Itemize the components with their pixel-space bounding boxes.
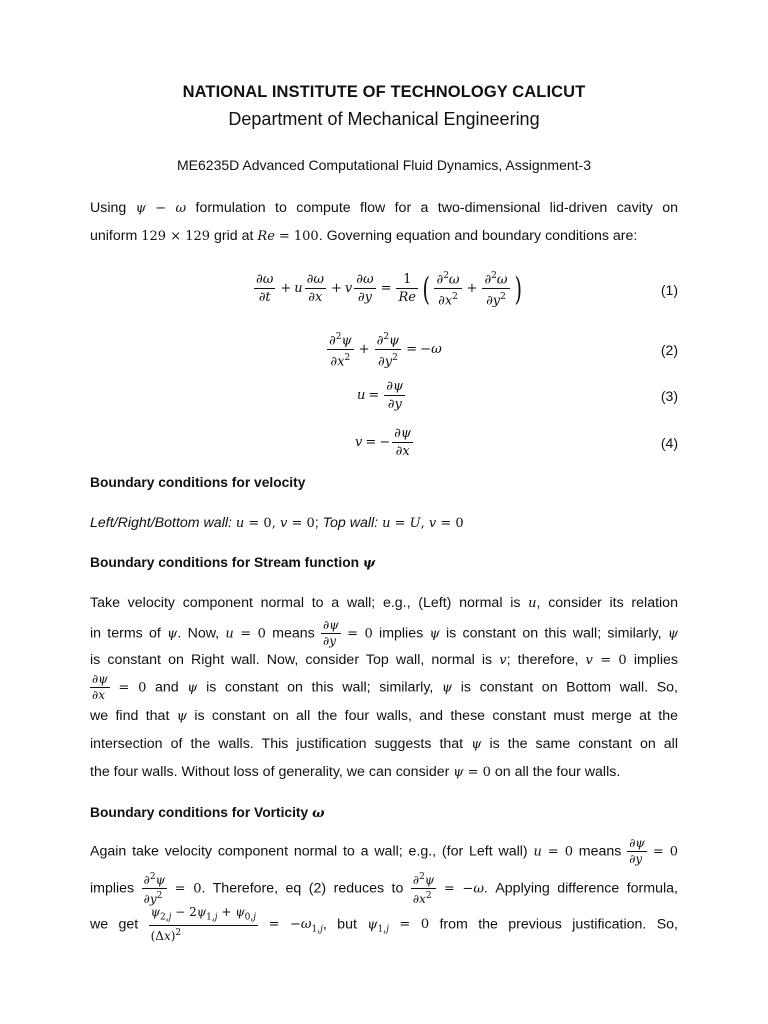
stream-line-1: Take velocity component normal to a wall; e.g., (Left) normal is u, consider its relation <box>90 595 678 611</box>
stream-line-5: we find that ψ is constant on all the four walls, and these constant must merge at the <box>90 708 678 724</box>
equation-4-number: (4) <box>660 435 678 451</box>
vorticity-bc-heading: Boundary conditions for Vorticity ω <box>90 805 325 821</box>
stream-line-6: intersection of the walls. This justification suggests that ψ is the same constant on all <box>90 736 678 752</box>
velocity-bc-line: Left/Right/Bottom wall: u = 0, v = 0; Top wall: u = U, v = 0 <box>90 515 464 531</box>
vorticity-line-2: implies $\frac{\partial^2\psi}{\partial y^2}$ = 0. Therefore, eq (2) reduces to $\frac{\partial^2\psi}{\partial x^2}$ = −ω. Applying difference formula, <box>90 872 678 906</box>
equation-1: $\frac{\partial\omega}{\partial t}$ + u $\frac{\partial\omega}{\partial x}$ + v $\frac{\partial\omega}{\partial y}$ = $\frac{1}{Re}$ ( $\frac{\partial^2\omega}{\partial x^2}$ + $\frac{\partial^2\omega}{\partial y^2}$ ) <box>256 269 522 309</box>
stream-bc-heading: Boundary conditions for Stream function ψ <box>90 555 376 571</box>
equation-3: u = $\frac{\partial\psi}{\partial y}$ <box>357 379 404 412</box>
institute-title: NATIONAL INSTITUTE OF TECHNOLOGY CALICUT <box>182 83 586 101</box>
stream-line-2: in terms of ψ. Now, u = 0 means $\frac{\partial\psi}{\partial y}$ = 0 implies ψ is constant on this wall; similarly, ψ <box>90 618 679 648</box>
equation-4: v = − $\frac{\partial\psi}{\partial x}$ <box>355 426 412 459</box>
course-title: ME6235D Advanced Computational Fluid Dynamics, Assignment-3 <box>177 157 591 173</box>
stream-line-3: is constant on Right wall. Now, consider Top wall, normal is v; therefore, v = 0 implies <box>90 652 678 668</box>
equation-1-number: (1) <box>660 282 678 298</box>
equation-3-number: (3) <box>660 388 678 404</box>
intro-line-1: Using ψ − ω formulation to compute flow for a two-dimensional lid-driven cavity on <box>90 200 678 216</box>
intro-line-2: uniform 129 × 129 grid at Re = 100. Governing equation and boundary conditions are: <box>90 228 638 244</box>
velocity-bc-heading: Boundary conditions for velocity <box>90 475 306 490</box>
equation-2-number: (2) <box>660 342 678 358</box>
vorticity-line-1: Again take velocity component normal to a wall; e.g., (for Left wall) u = 0 means $\frac{\partial\psi}{\partial y}$ = 0 <box>90 836 678 866</box>
vorticity-line-3: we get $\frac{\psi_{2,j} - 2\psi_{1,j} + \psi_{0,j}}{(\Delta x)^2}$ = $-\omega_{1,j}$, but $\psi_{1,j} = 0$ from the previous justification. So, <box>90 905 678 944</box>
department-title: Department of Mechanical Engineering <box>228 109 540 129</box>
stream-line-7: the four walls. Without loss of generality, we can consider ψ = 0 on all the four walls. <box>90 764 621 780</box>
stream-line-4: $\frac{\partial\psi}{\partial x}$ = 0 and ψ is constant on this wall; similarly, ψ is constant on Bottom wall. So, <box>92 672 678 702</box>
equation-2: $\frac{\partial^2\psi}{\partial x^2}$ + $\frac{\partial^2\psi}{\partial y^2}$ = −ω <box>325 329 442 371</box>
